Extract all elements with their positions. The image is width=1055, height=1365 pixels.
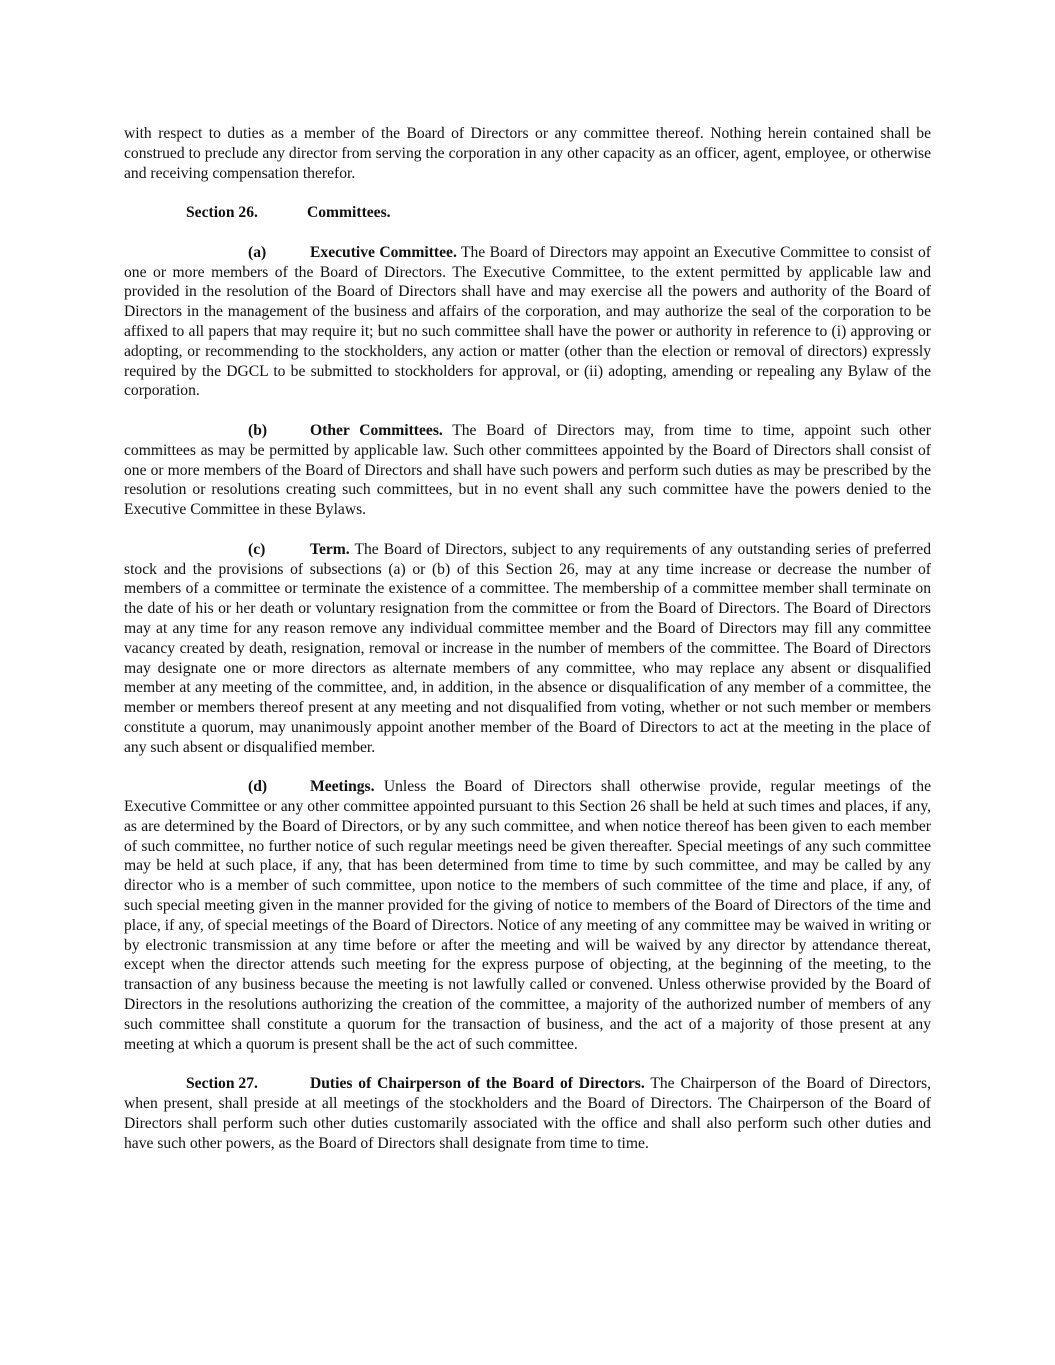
section-27-text: The Chairperson of the Board of Directors, when present, shall preside at all meetings of the stockholders and the Board of Directors. The Chairperson of the Board of Directors shall perform such other duties customarily associated with the office and shall also perform such other duties and have such other powers, as the Board of Directors shall designate from time to time. bbox=[124, 1075, 931, 1152]
subsection-a bbox=[124, 243, 931, 401]
section-27-number: Section 27. bbox=[186, 1075, 258, 1093]
subsection-c-title: Term. bbox=[310, 540, 350, 558]
subsection-c-label: (c) bbox=[248, 540, 266, 558]
subsection-d-text: Unless the Board of Directors shall otherwise provide, regular meetings of the Executive Committee or any other committee appointed pursuant to this Section 26 shall be held at such times and places, if any, as are determined by the Board of Directors, or by any such committee, and when notice thereof has been given to each member of such committee, no further notice of such regular meetings need be given thereafter. Special meetings of any such committee may be held at such place, if any, that has been determined from time to time by such committee, and may be called by any director who is a member of such committee, upon notice to the members of such committee of the time and place, if any, of such special meeting given in the manner provided for the giving of notice to members of the Board of Directors of the time and place, if any, of special meetings of the Board of Directors. Notice of any meeting of any committee may be waived in writing or by electronic transmission at any time before or after the meeting and will be waived by any director by attendance thereat, except when the director attends such meeting for the express purpose of objecting, at the beginning of the meeting, to the transaction of any business because the meeting is not lawfully called or convened. Unless otherwise provided by the Board of Directors in the resolutions authorizing the creation of the committee, a majority of the authorized number of members of any such committee shall constitute a quorum for the transaction of business, and the act of a majority of those present at any meeting at which a quorum is present shall be the act of such committee. bbox=[124, 778, 931, 1053]
document-page bbox=[124, 124, 931, 1173]
subsection-c bbox=[124, 540, 931, 758]
subsection-d bbox=[124, 777, 931, 1054]
section-26-heading bbox=[124, 203, 931, 223]
subsection-b-label: (b) bbox=[248, 421, 268, 439]
continuation-paragraph: with respect to duties as a member of the Board of Directors or any committee thereof. Nothing herein contained shall be construed to preclude any director from serving the corporation in any other capacity as an officer, agent, employee, or otherwise and receiving compensation therefor. bbox=[124, 125, 931, 182]
subsection-c-text: The Board of Directors, subject to any requirements of any outstanding series of preferred stock and the provisions of subsections (a) or (b) of this Section 26, may at any time increase or decrease the number of members of a committee or terminate the existence of a committee. The membership of a committee member shall terminate on the date of his or her death or voluntary resignation from the committee or from the Board of Directors. The Board of Directors may at any time for any reason remove any individual committee member and the Board of Directors may fill any committee vacancy created by death, resignation, removal or increase in the number of members of the committee. The Board of Directors may designate one or more directors as alternate members of any committee, who may replace any absent or disqualified member at any meeting of the committee, and, in addition, in the absence or disqualification of any member of a committee, the member or members thereof present at any meeting and not disqualified from voting, whether or not such member or members constitute a quorum, may unanimously appoint another member of the Board of Directors to act at the meeting in the place of any such absent or disqualified member. bbox=[124, 540, 931, 756]
subsection-a-text: The Board of Directors may appoint an Executive Committee to consist of one or more members of the Board of Directors. The Executive Committee, to the extent permitted by applicable law and provided in the resolution of the Board of Directors shall have and may exercise all the powers and authority of the Board of Directors in the management of the business and affairs of the corporation, and may authorize the seal of the corporation to be affixed to all papers that may require it; but no such committee shall have the power or authority in reference to (i) approving or adopting, or recommending to the stockholders, any action or matter (other than the election or removal of directors) expressly required by the DGCL to be submitted to stockholders for approval, or (ii) adopting, amending or repealing any Bylaw of the corporation. bbox=[124, 243, 931, 400]
section-27-paragraph bbox=[124, 1074, 931, 1153]
subsection-b-title: Other Committees. bbox=[310, 421, 443, 439]
subsection-b bbox=[124, 421, 931, 520]
subsection-b-text: The Board of Directors may, from time to time, appoint such other committees as may be permitted by applicable law. Such other committees appointed by the Board of Directors shall consist of one or more members of the Board of Directors and shall have such powers and perform such duties as may be prescribed by the resolution or resolutions creating such committees, but in no event shall any such committee have the powers denied to the Executive Committee in these Bylaws. bbox=[124, 421, 931, 519]
subsection-d-title: Meetings. bbox=[310, 778, 375, 796]
subsection-a-label: (a) bbox=[248, 243, 267, 261]
subsection-d-label: (d) bbox=[248, 778, 268, 796]
subsection-a-title: Executive Committee. bbox=[310, 243, 457, 261]
section-27-title: Duties of Chairperson of the Board of Directors. bbox=[310, 1075, 645, 1093]
section-26-number: Section 26. bbox=[186, 204, 258, 222]
section-26-title: Committees. bbox=[307, 204, 391, 222]
